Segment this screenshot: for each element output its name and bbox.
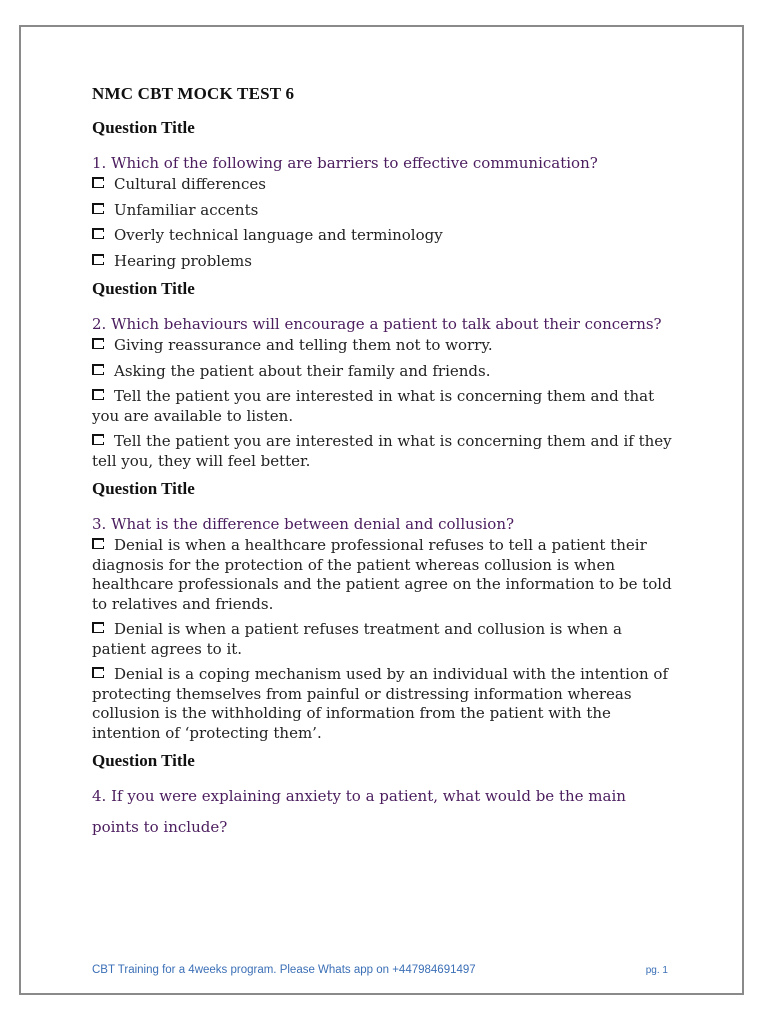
question-text: 2. Which behaviours will encourage a patient to talk about their concerns? xyxy=(92,315,662,333)
section-title: Question Title xyxy=(92,118,195,137)
option-item[interactable] xyxy=(92,252,672,272)
checkbox-icon[interactable] xyxy=(92,203,104,214)
option-item[interactable] xyxy=(92,665,672,743)
option-label: Denial is when a healthcare professional refuses to tell a patient their diagnosis for the protection of the patient whereas collusion is when healthcare professionals and the patient agree on the information to be told to relatives and friends. xyxy=(92,536,672,613)
question-block-2 xyxy=(92,279,672,471)
question-block-4 xyxy=(92,751,672,843)
section-title: Question Title xyxy=(92,751,195,770)
question-text: 1. Which of the following are barriers to effective communication? xyxy=(92,154,598,172)
option-label: Denial is a coping mechanism used by an individual with the intention of protecting themselves from painful or distressing information whereas collusion is the withholding of information from the patient with the intention of ‘protecting them’. xyxy=(92,665,668,742)
option-label: Asking the patient about their family and friends. xyxy=(114,361,491,380)
checkbox-icon[interactable] xyxy=(92,338,104,349)
question-block-1 xyxy=(92,118,672,271)
section-title: Question Title xyxy=(92,279,195,298)
option-label: Giving reassurance and telling them not to worry. xyxy=(114,336,493,354)
option-label: Hearing problems xyxy=(114,251,252,270)
option-item[interactable] xyxy=(92,432,672,471)
page-number: pg. 1 xyxy=(645,965,668,976)
footer-text: CBT Training for a 4weeks program. Please Whats app on +447984691497 xyxy=(92,964,476,976)
question-block-3 xyxy=(92,479,672,743)
section-title: Question Title xyxy=(92,479,195,498)
option-list xyxy=(92,336,672,471)
question-text: 3. What is the difference between denial and collusion? xyxy=(92,515,515,533)
option-label: Denial is when a patient refuses treatment and collusion is when a patient agrees to it. xyxy=(92,620,622,658)
document-body xyxy=(92,84,672,843)
checkbox-icon[interactable] xyxy=(92,254,104,265)
option-label: Tell the patient you are interested in what is concerning them and if they tell you, they will feel better. xyxy=(92,432,672,470)
option-item[interactable] xyxy=(92,620,672,659)
option-list xyxy=(92,175,672,271)
option-label: Unfamiliar accents xyxy=(114,200,259,219)
option-item[interactable] xyxy=(92,336,672,356)
document-title: NMC CBT MOCK TEST 6 xyxy=(92,84,295,103)
option-item[interactable] xyxy=(92,201,672,221)
checkbox-icon[interactable] xyxy=(92,177,104,188)
option-label: Tell the patient you are interested in what is concerning them and that you are available to listen. xyxy=(92,387,655,425)
checkbox-icon[interactable] xyxy=(92,434,104,445)
checkbox-icon[interactable] xyxy=(92,622,104,633)
option-label: Overly technical language and terminology xyxy=(114,226,443,244)
option-item[interactable] xyxy=(92,362,672,382)
checkbox-icon[interactable] xyxy=(92,389,104,400)
option-item[interactable] xyxy=(92,536,672,614)
option-label: Cultural differences xyxy=(114,175,266,193)
question-text: 4. If you were explaining anxiety to a patient, what would be the main points to include? xyxy=(92,787,626,836)
option-item[interactable] xyxy=(92,387,672,426)
option-item[interactable] xyxy=(92,175,672,195)
checkbox-icon[interactable] xyxy=(92,667,104,678)
checkbox-icon[interactable] xyxy=(92,538,104,549)
checkbox-icon[interactable] xyxy=(92,228,104,239)
option-list xyxy=(92,536,672,743)
option-item[interactable] xyxy=(92,226,672,246)
checkbox-icon[interactable] xyxy=(92,364,104,375)
